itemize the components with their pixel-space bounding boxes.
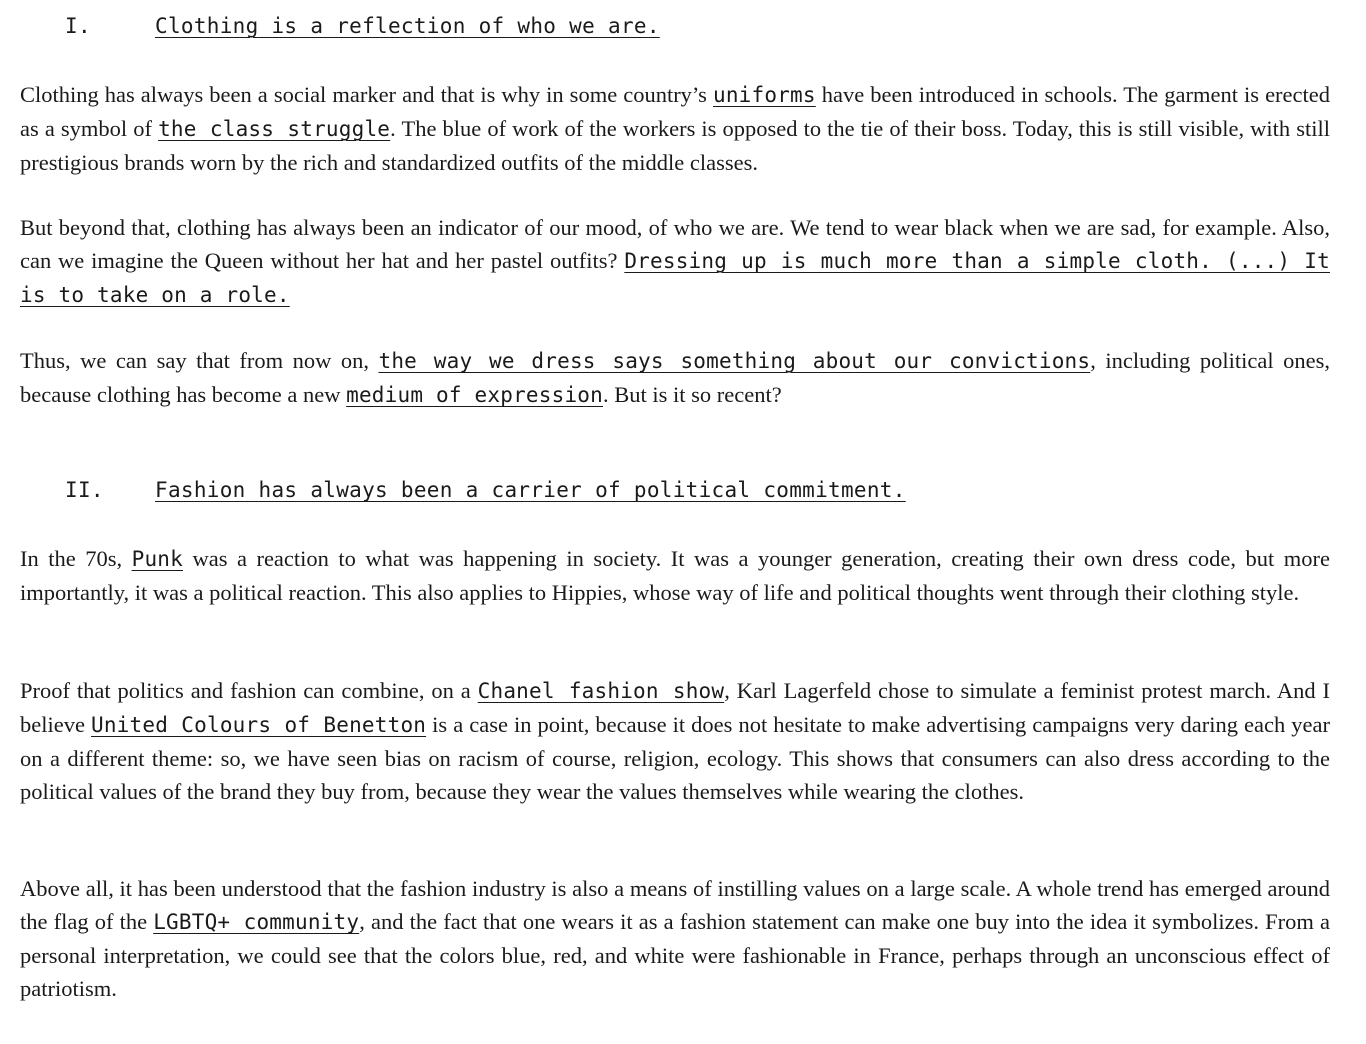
paragraph-text: Proof that politics and fashion can combine, on a (20, 678, 478, 703)
keyword-underlined: the way we dress says something about our convictions (378, 349, 1091, 373)
paragraph-text: , Karl Lagerfeld chose to simulate a feminist protest march. And I believe (20, 678, 1330, 737)
paragraph (20, 542, 1330, 609)
keyword-underlined: the class struggle (158, 117, 391, 141)
keyword-underlined: LGBTQ+ community (153, 910, 360, 934)
paragraph-text: have been introduced in schools. The garment is erected as a symbol of (20, 82, 1331, 141)
paragraph-text: , including political ones, because clothing has become a new (20, 348, 1330, 407)
paragraph (20, 674, 1330, 808)
paragraph (20, 344, 1330, 412)
paragraph-text: Clothing has always been a social marker and that is why in some country’s (20, 82, 713, 107)
section-title: Clothing is a reflection of who we are. (155, 14, 660, 38)
paragraph-text: Thus, we can say that from now on, (20, 348, 379, 373)
section-number: I. (65, 14, 91, 38)
keyword-underlined: Punk (131, 547, 183, 571)
paragraph (20, 78, 1330, 179)
keyword-underlined: United Colours of Benetton (91, 713, 427, 737)
keyword-underlined: medium of expression (346, 383, 603, 407)
paragraph-text: is a case in point, because it does not hesitate to make advertising campaigns very daring each year on a different theme: so, we have seen bias on racism of course, religion, ecology. This shows that consumers can also dress according to the political values of the brand they buy from, because they wear the values themselves while wearing the clothes. (20, 712, 1331, 804)
paragraph-text: But beyond that, clothing has always been an indicator of our mood, of who we are. We tend to wear black when we are sad, for example. Also, can we imagine the Queen without her hat and her pastel outfits? (20, 215, 1330, 273)
keyword-underlined: uniforms (712, 83, 816, 107)
keyword-underlined: Chanel fashion show (477, 679, 725, 703)
keyword-underlined: Dressing up is much more than a simple cloth. (...) It is to take on a role. (20, 249, 1330, 307)
paragraph (20, 872, 1330, 1005)
paragraph-text: In the 70s, (20, 546, 132, 571)
paragraph (20, 211, 1330, 312)
paragraph-text: . But is it so recent? (603, 382, 782, 407)
paragraph-text: , and the fact that one wears it as a fashion statement can make one buy into the idea it symbolizes. From a personal interpretation, we could see that the colors blue, red, and white were fashionable in France, perhaps through an unconscious effect of patriotism. (20, 909, 1330, 1001)
section-title: Fashion has always been a carrier of political commitment. (155, 478, 906, 502)
paragraph-text: . The blue of work of the workers is opposed to the tie of their boss. Today, this is still visible, with still prestigious brands worn by the rich and standardized outfits of the middle classes. (20, 116, 1330, 175)
paragraph-text: was a reaction to what was happening in society. It was a younger generation, creating their own dress code, but more importantly, it was a political reaction. This also applies to Hippies, whose way of life and political thoughts went through their clothing style. (20, 546, 1330, 605)
paragraph-text: Above all, it has been understood that the fashion industry is also a means of instilling values on a large scale. A whole trend has emerged around the flag of the (20, 876, 1330, 934)
section-number: II. (65, 478, 104, 502)
